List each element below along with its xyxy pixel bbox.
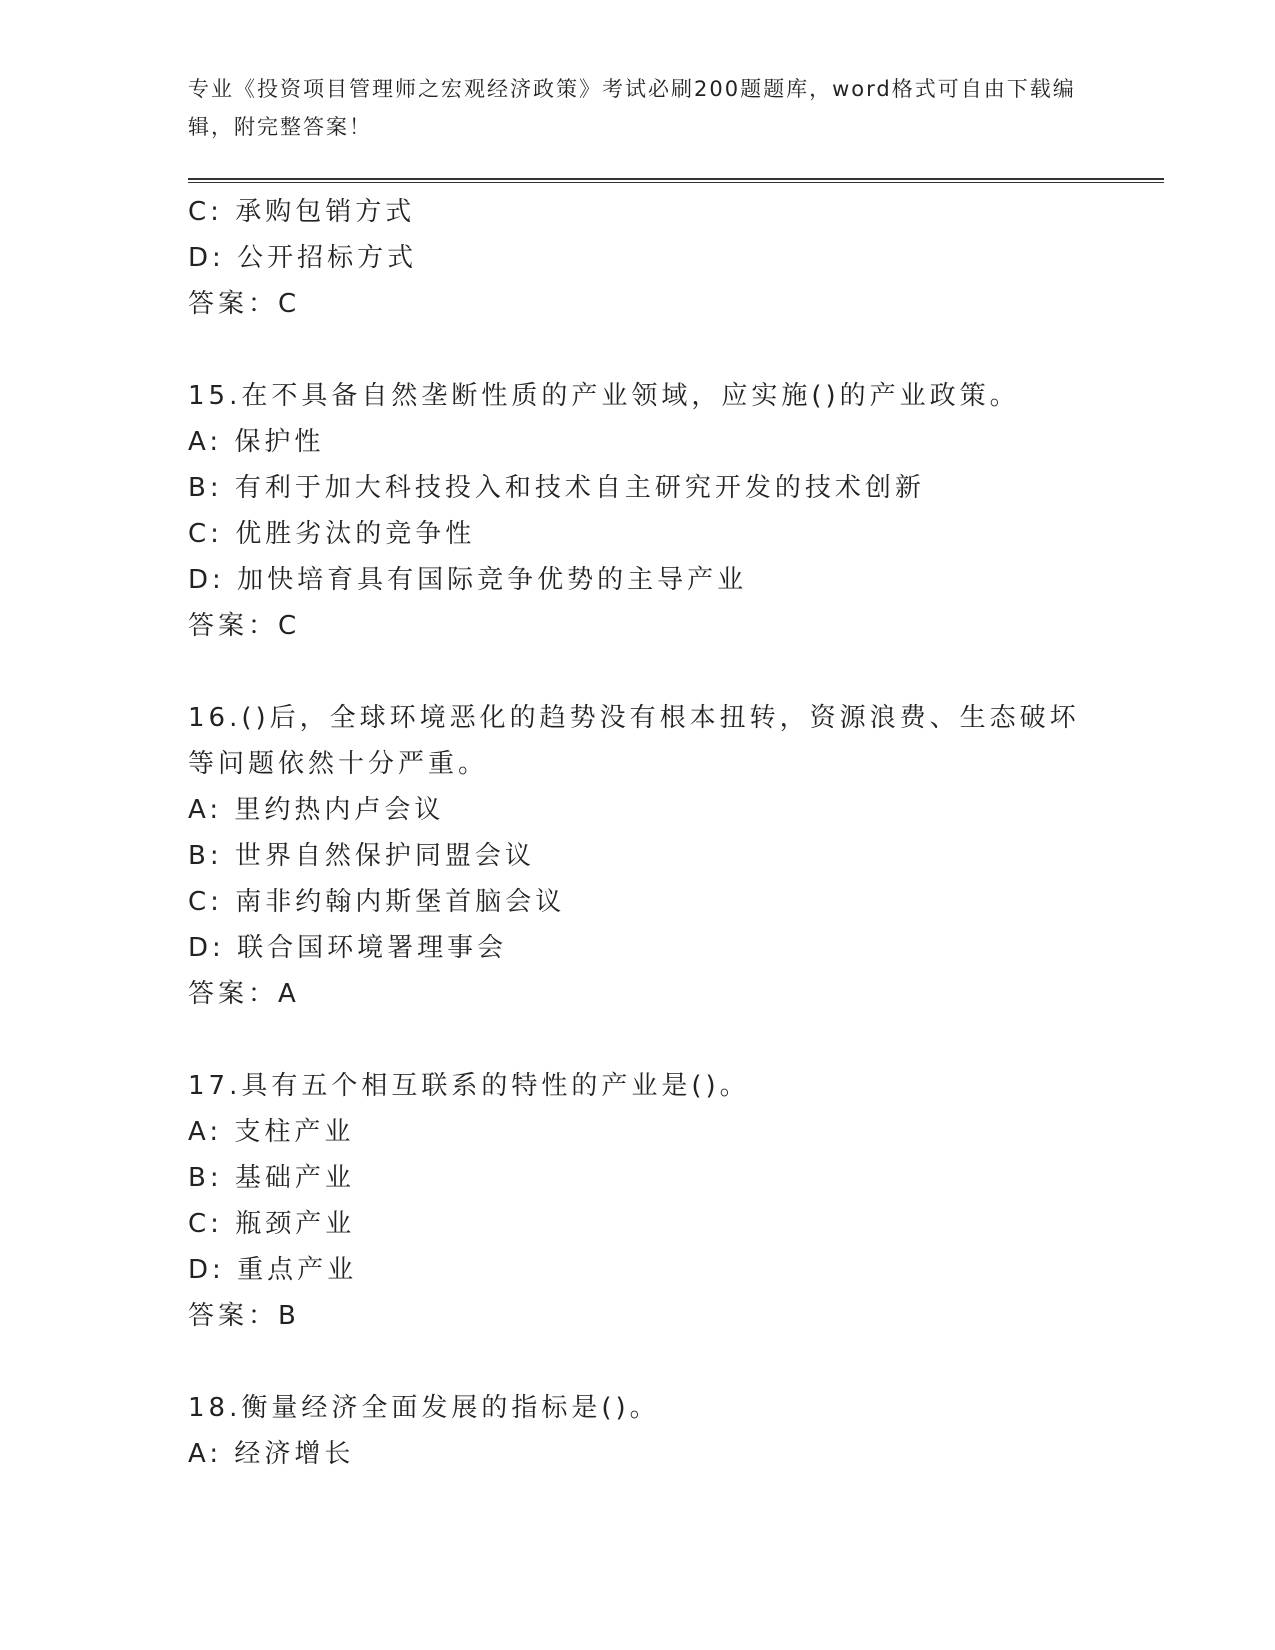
option-line (188, 1155, 1168, 1201)
option-line (188, 557, 1168, 603)
option-line (188, 465, 1168, 511)
question-stem: 16.()后，全球环境恶化的趋势没有根本扭转，资源浪费、生态破坏等问题依然十分严重。 (188, 703, 1080, 779)
option-separator: : (209, 841, 235, 871)
option-text: 基础产业 (234, 1163, 355, 1193)
option-line (188, 189, 1168, 235)
answer-line: 答案：C (188, 289, 301, 319)
option-separator: : (212, 933, 238, 963)
option-line (188, 235, 1168, 281)
option-line (188, 879, 1168, 925)
question-list (188, 189, 1168, 1477)
option-separator: : (210, 1209, 236, 1239)
option-letter: D (188, 243, 213, 273)
option-text: 世界自然保护同盟会议 (234, 841, 535, 871)
option-text: 有利于加大科技投入和技术自主研究开发的技术创新 (234, 473, 925, 503)
option-separator: : (209, 795, 235, 825)
option-text: 经济增长 (234, 1439, 355, 1469)
option-separator: : (210, 519, 236, 549)
option-separator: : (209, 1117, 235, 1147)
option-text: 瓶颈产业 (235, 1209, 356, 1239)
option-text: 加快培育具有国际竞争优势的主导产业 (237, 565, 748, 595)
question-stem: 17.具有五个相互联系的特性的产业是()。 (188, 1071, 750, 1101)
question-stem: 15.在不具备自然垄断性质的产业领域，应实施()的产业政策。 (188, 381, 1020, 411)
option-letter: C (188, 1209, 211, 1239)
option-separator: : (212, 243, 238, 273)
option-text: 联合国环境署理事会 (237, 933, 508, 963)
option-separator: : (209, 1163, 235, 1193)
option-text: 支柱产业 (234, 1117, 355, 1147)
option-separator: : (210, 197, 236, 227)
answer-line: 答案：C (188, 611, 301, 641)
option-line (188, 419, 1168, 465)
option-letter: D (188, 933, 213, 963)
option-letter: B (188, 841, 210, 871)
option-line (188, 1431, 1168, 1477)
option-letter: D (188, 1255, 213, 1285)
option-letter: A (188, 1117, 210, 1147)
option-text: 南非约翰内斯堡首脑会议 (235, 887, 566, 917)
option-text: 优胜劣汰的竞争性 (235, 519, 476, 549)
option-line (188, 1247, 1168, 1293)
option-letter: B (188, 1163, 210, 1193)
option-text: 承购包销方式 (235, 197, 416, 227)
option-text: 公开招标方式 (237, 243, 418, 273)
option-separator: : (212, 1255, 238, 1285)
option-separator: : (209, 427, 235, 457)
document-header: 专业《投资项目管理师之宏观经济政策》考试必刷200题题库，word格式可自由下载编辑，附完整答案！ (188, 77, 1076, 139)
option-letter: C (188, 519, 211, 549)
option-letter: A (188, 795, 210, 825)
option-line (188, 511, 1168, 557)
option-line (188, 925, 1168, 971)
option-separator: : (210, 887, 236, 917)
option-letter: A (188, 427, 210, 457)
option-letter: C (188, 887, 211, 917)
header-divider (188, 178, 1164, 183)
option-letter: C (188, 197, 211, 227)
option-line (188, 1201, 1168, 1247)
answer-line: 答案：A (188, 979, 300, 1009)
answer-line: 答案：B (188, 1301, 300, 1331)
option-separator: : (209, 1439, 235, 1469)
option-separator: : (209, 473, 235, 503)
option-letter: B (188, 473, 210, 503)
option-separator: : (212, 565, 238, 595)
option-text: 重点产业 (237, 1255, 358, 1285)
option-line (188, 833, 1168, 879)
option-text: 保护性 (234, 427, 325, 457)
option-line (188, 787, 1168, 833)
option-letter: A (188, 1439, 210, 1469)
question-stem: 18.衡量经济全面发展的指标是()。 (188, 1393, 660, 1423)
option-line (188, 1109, 1168, 1155)
option-text: 里约热内卢会议 (234, 795, 445, 825)
option-letter: D (188, 565, 213, 595)
